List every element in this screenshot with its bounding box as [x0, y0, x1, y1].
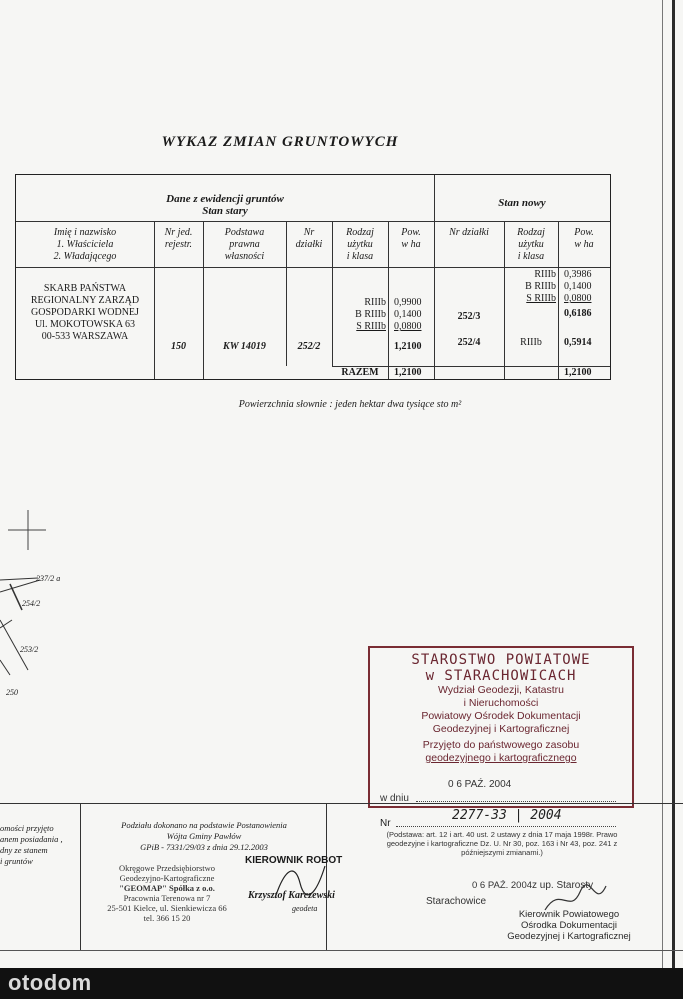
manager-title: KIEROWNIK ROBOT — [245, 855, 343, 866]
signature-role: z up. Starosty — [532, 880, 594, 891]
new-use-b: RIIIb — [520, 337, 542, 348]
lower-section-divider — [0, 803, 683, 804]
header-reg-unit: Nr jed. rejestr. — [164, 227, 193, 250]
new-parcel-b: 252/4 — [457, 337, 481, 348]
header-owner: Imię i nazwisko 1. Właściciela 2. Władającego — [53, 227, 117, 262]
lower-left-note: omości przyjęto anem posiadania , dny ze stanem i gruntów — [0, 823, 63, 866]
page-edge-inner — [662, 0, 663, 999]
header-new-parcel-no: Nr działki — [449, 227, 489, 238]
stamp-date-1: 0 6 PAŹ. 2004 — [448, 779, 512, 790]
w-dniu-label: w dniu — [380, 793, 409, 804]
legal-basis-value: KW 14019 — [223, 341, 266, 352]
new-areas-a: 0,3986 0,1400 0,0800 — [564, 269, 592, 304]
header-use-type: Rodzaj użytku i klasa — [346, 227, 374, 262]
map-label-237: 237/2 a — [36, 574, 61, 583]
map-label-254: 254/2 — [22, 599, 41, 608]
parcel-no-value: 252/2 — [297, 341, 321, 352]
starosta-signature — [540, 880, 610, 920]
starostwo-stamp: STAROSTWO POWIATOWE w STARACHOWICACH Wydział Geodezji, Katastru i Nieruchomości Powiatowy Ośrodek Dokumentacji Geodezyjnej i Kartograficznej Przyjęto do państwowego zasobu geodezyjnego i kartograficznego — [368, 646, 634, 808]
header-area: Pow. w ha — [401, 227, 421, 250]
map-label-250: 250 — [6, 688, 18, 697]
manager-role: geodeta — [292, 904, 318, 913]
group-header-old: Dane z ewidencji gruntów Stan stary — [166, 193, 284, 217]
old-areas: 0,9900 0,1400 0,0800 — [394, 297, 422, 332]
page-title: WYKAZ ZMIAN GRUNTOWYCH — [161, 134, 399, 150]
header-legal-basis: Podstawa prawna własności — [224, 227, 265, 262]
new-uses-a: RIIIb B RIIIb S RIIIb — [525, 269, 556, 304]
watermark-bar — [0, 968, 683, 999]
map-label-253: 253/2 — [20, 645, 39, 654]
changes-table — [15, 174, 611, 380]
owner-cell: SKARB PAŃSTWA REGIONALNY ZARZĄD GOSPODARKI WODNEJ Ul. MOKOTOWSKA 63 00-533 WARSZAWA — [30, 283, 140, 342]
new-area-b: 0,5914 — [564, 337, 592, 348]
header-new-use-type: Rodzaj użytku i klasa — [517, 227, 545, 262]
razem-label: RAZEM — [341, 367, 379, 378]
new-sum-a: 0,6186 — [564, 308, 592, 319]
group-header-new: Stan nowy — [498, 197, 546, 209]
reg-unit-value: 150 — [171, 341, 186, 352]
registration-nr-label: Nr — [380, 818, 391, 829]
razem-new: 1,2100 — [564, 367, 592, 378]
old-uses: RIIIb B RIIIb S RIIIb — [355, 297, 386, 332]
office-stamp: Kierownik Powiatowego Ośrodka Dokumentacji Geodezyjnej i Kartograficznej — [507, 909, 631, 942]
registration-basis: (Podstawa: art. 12 i art. 40 ust. 2 ustawy z dnia 17 maja 1998r. Prawo geodezyjne i kartograficzne Dz. U. Nr 30, poz. 163 i Nr 43, poz. 241 z późniejszymi zmianami.) — [386, 830, 618, 857]
manager-name: Krzysztof Karczewski — [248, 890, 335, 901]
parcel-map-sketch — [0, 510, 120, 710]
header-new-area: Pow. w ha — [574, 227, 594, 250]
area-in-words: Powierzchnia słownie : jeden hektar dwa tysiące sto m² — [238, 399, 462, 410]
manager-signature — [270, 858, 330, 904]
razem-old: 1,2100 — [394, 367, 422, 378]
registration-nr-value: 2277-33 | 2004 — [452, 808, 562, 823]
otodom-logo: otodom — [8, 970, 92, 995]
company-stamp: Okręgowe Przedsiębiorstwo Geodezyjno-Kartograficzne "GEOMAP" Spółka z o.o. Pracownia Terenowa nr 7 25-501 Kielce, ul. Sienkiewicza 66 tel. 366 15 20 — [107, 863, 227, 923]
division-basis-note: Podziału dokonano na podstawie Postanowienia Wójta Gminy Pawłów GPiB - 7331/29/03 z dnia 29.12.2003 — [121, 820, 287, 852]
registration-city: Starachowice — [426, 896, 487, 907]
old-total: 1,2100 — [394, 341, 422, 352]
page-edge — [672, 0, 675, 999]
stamp-date-2: 0 6 PAŹ. 2004 — [472, 880, 533, 891]
header-parcel-no: Nr działki — [295, 227, 323, 250]
new-parcel-a: 252/3 — [457, 311, 481, 322]
